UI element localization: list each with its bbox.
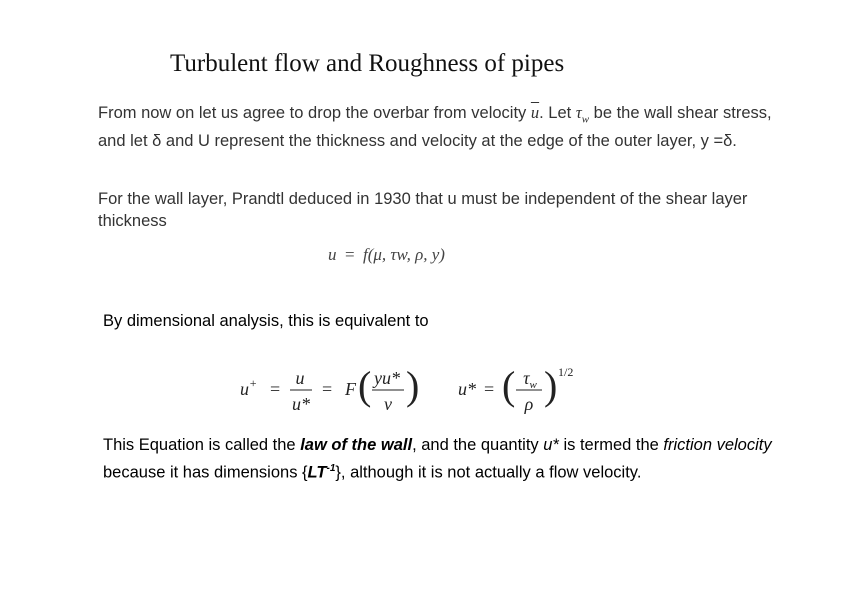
p1-text-3: be the wall shear stress, and let δ and U represent the thickness and velocity at the edge of the outer layer, y =δ. (98, 104, 772, 150)
p4-text-e: is termed the (558, 436, 664, 454)
dimension-exponent: -1 (326, 463, 336, 474)
eq2-equals-3: = (484, 379, 495, 399)
eq2-denominator-ustar: u* (292, 394, 310, 414)
eq2-paren-left-1: ( (358, 363, 372, 408)
paragraph-law-of-wall (103, 433, 803, 485)
eq2-numerator-u: u (295, 368, 305, 388)
eq2-equals-1: = (270, 379, 281, 399)
p4-text-j: }, although it is not actually a flow velocity. (335, 463, 642, 482)
eq2-tauw: $\tau_w$ (523, 368, 537, 391)
eq2-uplus: u+ (240, 376, 258, 399)
eq2-exponent-half: 1/2 (558, 365, 574, 379)
eq2-F: F (345, 379, 356, 399)
overbar-u-symbol: $\overline{u}$ (530, 103, 540, 122)
tau-w-symbol: $\tau_w$ (575, 103, 590, 126)
equation-law-of-wall (232, 362, 582, 422)
ustar-term: u* (543, 436, 559, 454)
equation-wall-layer (325, 240, 495, 270)
paragraph-dimensional-analysis: By dimensional analysis, this is equivalent to (103, 312, 429, 330)
eq2-yustar: yu* (374, 368, 400, 388)
eq1-lhs: u (328, 245, 337, 264)
paragraph-prandtl: For the wall layer, Prandtl deduced in 1930 that u must be independent of the shear layer thickness (98, 190, 748, 230)
eq1-rhs: f(μ, τw, ρ, y) (363, 245, 445, 264)
p1-text-2: . Let (539, 104, 576, 122)
law-of-wall-term: law of the wall (300, 436, 413, 454)
eq2-equals-2: = (322, 379, 333, 399)
friction-velocity-term: friction velocity (663, 436, 772, 454)
eq2-paren-left-2: ( (502, 363, 516, 408)
paragraph-overbar (98, 102, 788, 152)
eq2-paren-right-2: ) (544, 363, 558, 408)
dimension-LT: LT (307, 463, 327, 482)
p1-text-1: From now on let us agree to drop the overbar from velocity (98, 104, 531, 122)
eq2-ustar-lhs: u* (458, 379, 476, 399)
eq2-nu: ν (384, 394, 392, 414)
eq1-equals: = (345, 245, 355, 264)
p4-text-g: because it has dimensions { (103, 463, 308, 482)
p4-text-a: This Equation is called the (103, 436, 301, 454)
eq2-paren-right-1: ) (406, 363, 420, 408)
eq2-rho: ρ (524, 394, 534, 414)
slide-title: Turbulent flow and Roughness of pipes (170, 50, 565, 77)
p4-text-c: , and the quantity (412, 436, 544, 454)
